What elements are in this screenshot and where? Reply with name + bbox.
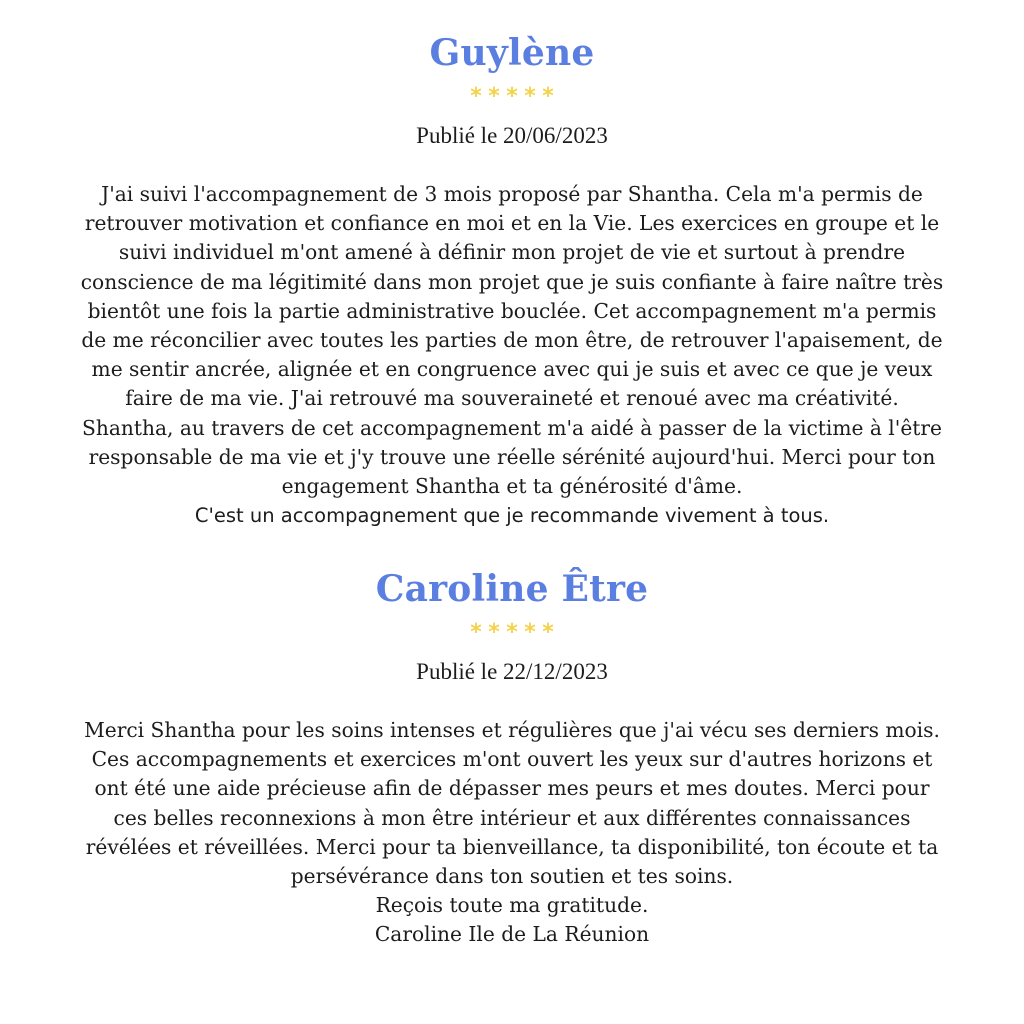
review-text-line: de me réconcilier avec toutes les parties de mon être, de retrouver l'apaisement, de	[81, 328, 943, 353]
review-text-line: engagement Shantha et ta générosité d'âme.	[281, 474, 743, 499]
review-text-line: Shantha, au travers de cet accompagnement m'a aidé à passer de la victime à l'être	[82, 415, 942, 440]
review-text	[27, 716, 997, 950]
review-text-line: retrouver motivation et confiance en moi et en la Vie. Les exercices en groupe et le	[84, 211, 940, 236]
star-icon: *	[488, 620, 500, 645]
review-text-line: ont été une aide précieuse afin de dépasser mes peurs et mes doutes. Merci pour	[94, 776, 930, 801]
star-icon: *	[524, 620, 536, 645]
review-card-caroline	[0, 564, 1024, 950]
review-date: Publié le 22/12/2023	[416, 659, 608, 684]
star-icon: *	[542, 620, 554, 645]
review-date: Publié le 20/06/2023	[416, 123, 608, 148]
review-text-line: me sentir ancrée, alignée et en congruence avec qui je suis et avec ce que je veux	[91, 357, 933, 382]
review-text-line: Reçois toute ma gratitude.	[375, 893, 649, 918]
star-icon: *	[506, 620, 518, 645]
review-text-line: suivi individuel m'ont amené à définir mon projet de vie et surtout à prendre	[118, 240, 906, 265]
review-text-line: C'est un accompagnement que je recommande vivement à tous.	[194, 504, 830, 528]
review-text-line: Ces accompagnements et exercices m'ont ouvert les yeux sur d'autres horizons et	[91, 747, 933, 772]
review-text-line: J'ai suivi l'accompagnement de 3 mois proposé par Shantha. Cela m'a permis de	[101, 182, 923, 206]
star-rating	[0, 618, 1024, 648]
review-text-line: ces belles reconnexions à mon être intérieur et aux différentes connaissances	[113, 805, 911, 830]
review-text	[27, 180, 997, 530]
review-text-line: Merci Shantha pour les soins intenses et régulières que j'ai vécu ses derniers mois.	[84, 718, 940, 742]
review-text-line: révélées et réveillées. Merci pour ta bienveillance, ta disponibilité, ton écoute et ta	[85, 834, 939, 859]
review-text-line: Caroline Ile de La Réunion	[374, 922, 650, 947]
review-author: Caroline Être	[375, 568, 649, 610]
review-text-line: conscience de ma légitimité dans mon projet que je suis confiante à faire naître très	[80, 269, 944, 294]
review-text-line: persévérance dans ton soutien et tes soins.	[290, 864, 734, 889]
star-icon: *	[488, 84, 500, 109]
star-icon: *	[470, 620, 482, 645]
star-icon: *	[542, 84, 554, 109]
review-author: Guylène	[429, 32, 595, 74]
review-text-line: faire de ma vie. J'ai retrouvé ma souveraineté et renoué avec ma créativité.	[125, 386, 899, 411]
star-icon: *	[524, 84, 536, 109]
star-icon: *	[506, 84, 518, 109]
star-rating	[0, 82, 1024, 112]
review-card-guylene	[0, 28, 1024, 530]
star-icon: *	[470, 84, 482, 109]
review-text-line: bientôt une fois la partie administrative bouclée. Cet accompagnement m'a permis	[87, 298, 937, 323]
review-text-line: responsable de ma vie et j'y trouve une réelle sérénité aujourd'hui. Merci pour ton	[88, 444, 936, 469]
